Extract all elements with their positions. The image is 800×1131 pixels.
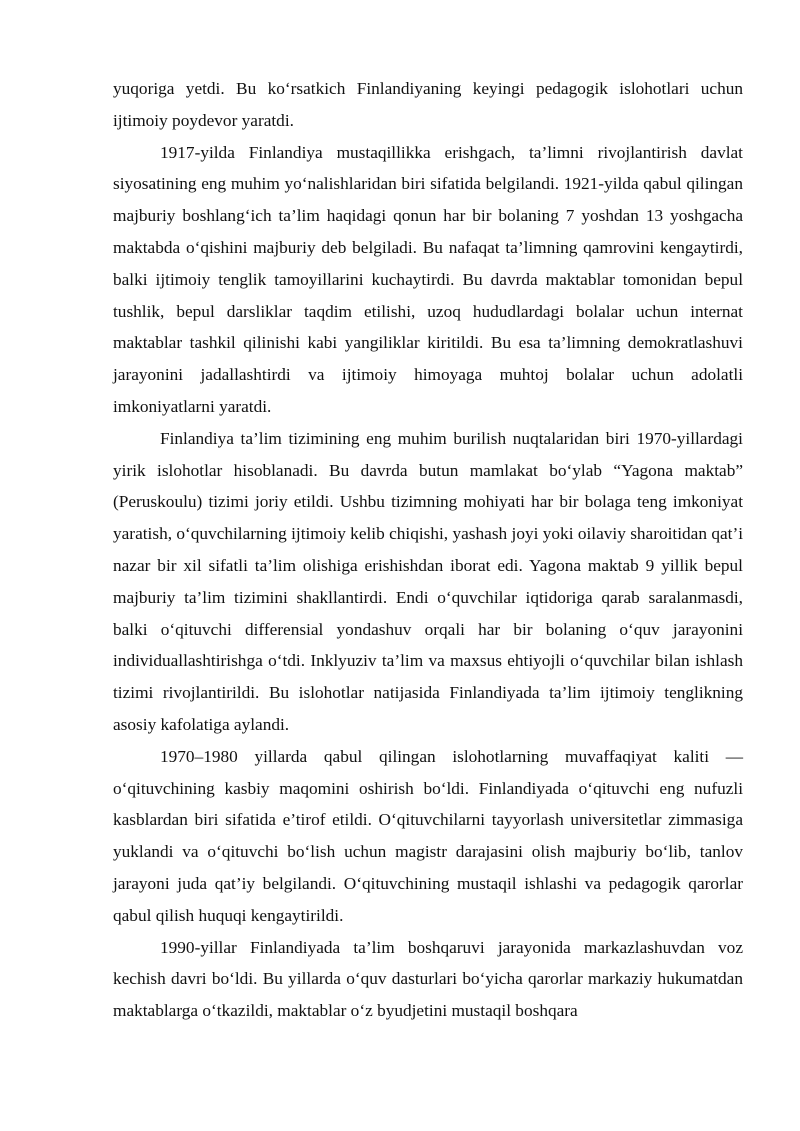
paragraph-independence: 1917-yilda Finlandiya mustaqillikka erishgach, ta’limni rivojlantirish davlat siyosatining eng muhim yo‘nalishlaridan biri sifatida belgilandi. 1921-yilda qabul qilingan majburiy boshlang‘ich ta’lim haqidagi qonun har bir bolaning 7 yoshdan 13 yoshgacha maktabda o‘qishini majburiy deb belgiladi. Bu nafaqat ta’limning qamrovini kengaytirdi, balki ijtimoiy tenglik tamoyillarini kuchaytirdi. Bu davrda maktablar tomonidan bepul tushlik, bepul darsliklar taqdim etilishi, uzoq hududlardagi bolalar uchun internat maktablar tashkil qilinishi kabi yangiliklar kiritildi. Bu esa ta’limning demokratlashuvi jarayonini jadallashtirdi va ijtimoiy himoyaga muhtoj bolalar uchun adolatli imkoniyatlarni yaratdi. xyxy=(113,142,743,416)
paragraph-continuation: yuqoriga yetdi. Bu ko‘rsatkich Finlandiyaning keyingi pedagogik islohotlari uchun ijtimoiy poydevor yaratdi. xyxy=(113,79,743,130)
paragraph-teacher-status: 1970–1980 yillarda qabul qilingan islohotlarning muvaffaqiyat kaliti — o‘qituvchining kasbiy maqomini oshirish bo‘ldi. Finlandiyada o‘qituvchi eng nufuzli kasblardan biri sifatida e’tirof etildi. O‘qituvchilarni tayyorlash universitetlar zimmasiga yuklandi va o‘qituvchi bo‘lish uchun magistr darajasini olish majburiy bo‘lib, tanlov jarayoni juda qat’iy belgilandi. O‘qituvchining mustaqil ishlashi va pedagogik qarorlar qabul qilish huquqi kengaytirildi. xyxy=(113,746,743,925)
paragraph-1990s-decentralization: 1990-yillar Finlandiyada ta’lim boshqaruvi jarayonida markazlashuvdan voz kechish davri bo‘ldi. Bu yillarda o‘quv dasturlari bo‘yicha qarorlar markaziy hukumatdan maktablarga o‘tkazildi, maktablar o‘z byudjetini mustaqil boshqara xyxy=(113,937,743,1021)
paragraph-1970s-reforms: Finlandiya ta’lim tizimining eng muhim burilish nuqtalaridan biri 1970-yillardagi yirik islohotlar hisoblanadi. Bu davrda butun mamlakat bo‘ylab “Yagona maktab” (Peruskoulu) tizimi joriy etildi. Ushbu tizimning mohiyati har bir bolaga teng imkoniyat yaratish, o‘quvchilarning ijtimoiy kelib chiqishi, yashash joyi yoki oilaviy sharoitidan qat’i nazar bir xil sifatli ta’lim olishiga erishishdan iborat edi. Yagona maktab 9 yillik bepul majburiy ta’lim tizimini shakllantirdi. Endi o‘quvchilar iqtidoriga qarab saralanmasdi, balki o‘qituvchi differensial yondashuv orqali har bir bolaning o‘quv jarayonini individuallashtirishga o‘tdi. Inklyuziv ta’lim va maxsus ehtiyojli o‘quvchilar bilan ishlash tizimi rivojlantirildi. Bu islohotlar natijasida Finlandiyada ta’lim ijtimoiy tenglikning asosiy kafolatiga aylandi. xyxy=(113,428,743,734)
document-page xyxy=(113,73,743,1027)
